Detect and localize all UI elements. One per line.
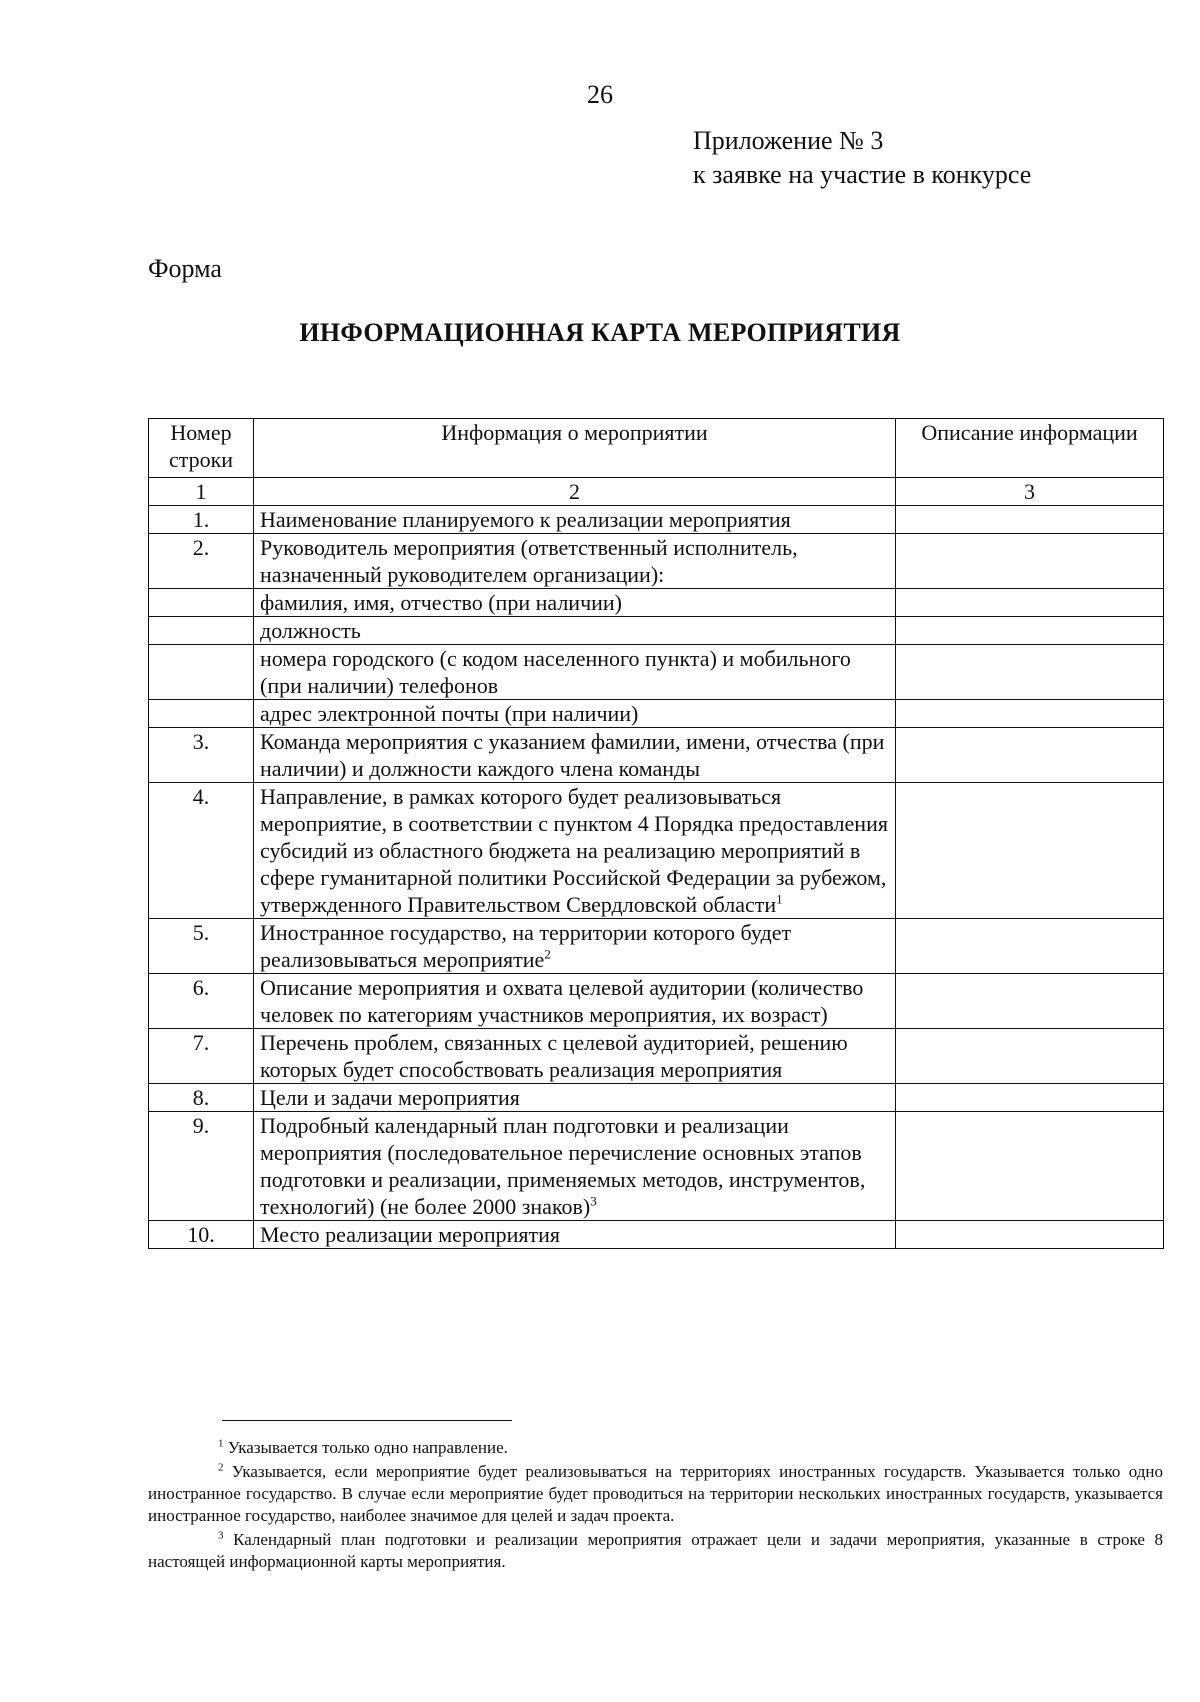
footnote-mark: 2 <box>218 1461 224 1474</box>
footnote-text: Указывается только одно направление. <box>227 1438 508 1457</box>
table-row <box>149 506 1164 534</box>
row-number: 1. <box>149 506 254 534</box>
row-info-text: Цели и задачи мероприятия <box>260 1085 520 1110</box>
row-number <box>149 645 254 700</box>
row-info <box>254 1029 896 1084</box>
row-description-cell[interactable] <box>896 783 1164 919</box>
row-number <box>149 617 254 645</box>
table-row <box>149 645 1164 700</box>
page-number: 26 <box>587 80 613 109</box>
document-title: ИНФОРМАЦИОННАЯ КАРТА МЕРОПРИЯТИЯ <box>299 318 901 347</box>
row-description-cell[interactable] <box>896 617 1164 645</box>
row-number: 7. <box>149 1029 254 1084</box>
appendix-caption <box>693 124 1031 192</box>
table-row <box>149 534 1164 589</box>
row-info-text: должность <box>260 618 361 643</box>
footnote <box>148 1437 1163 1459</box>
row-info-text: Руководитель мероприятия (ответственный исполнитель, назначенный руководителем организации): <box>260 535 798 587</box>
row-info <box>254 700 896 728</box>
row-info-text: Направление, в рамках которого будет реализовываться мероприятие, в соответствии с пунктом 4 Порядка предоставления субсидий из областного бюджета на реализацию мероприятий в сфере гуманитарной политики Российской Федерации за рубежом, утвержденного Правительством Свердловской области <box>260 784 888 917</box>
row-info <box>254 506 896 534</box>
row-info-text: Описание мероприятия и охвата целевой аудитории (количество человек по категориям участников мероприятия, их возраст) <box>260 975 864 1027</box>
footnote-ref: 1 <box>776 891 783 907</box>
table-row <box>149 974 1164 1029</box>
table-row <box>149 617 1164 645</box>
row-info <box>254 645 896 700</box>
row-description-cell[interactable] <box>896 919 1164 974</box>
row-info <box>254 1221 896 1249</box>
row-number <box>149 700 254 728</box>
row-number: 6. <box>149 974 254 1029</box>
row-info <box>254 1084 896 1112</box>
row-description-cell[interactable] <box>896 506 1164 534</box>
row-info <box>254 617 896 645</box>
row-info <box>254 728 896 783</box>
row-number <box>149 589 254 617</box>
information-card-table <box>148 418 1164 1249</box>
row-info-text: Иностранное государство, на территории которого будет реализовываться мероприятие <box>260 920 792 972</box>
row-info <box>254 919 896 974</box>
column-number-2: 2 <box>254 478 896 506</box>
row-info-text: адрес электронной почты (при наличии) <box>260 701 639 726</box>
column-number-3: 3 <box>896 478 1164 506</box>
header-event-info: Информация о мероприятии <box>254 419 896 478</box>
row-description-cell[interactable] <box>896 589 1164 617</box>
row-description-cell[interactable] <box>896 700 1164 728</box>
footnote-separator <box>222 1420 512 1421</box>
table-row <box>149 728 1164 783</box>
table-row <box>149 589 1164 617</box>
row-info <box>254 974 896 1029</box>
row-description-cell[interactable] <box>896 1029 1164 1084</box>
footnotes <box>148 1437 1163 1575</box>
table-row <box>149 919 1164 974</box>
row-number: 5. <box>149 919 254 974</box>
row-description-cell[interactable] <box>896 1112 1164 1221</box>
footnote-ref: 2 <box>544 946 551 962</box>
row-info-text: номера городского (с кодом населенного пункта) и мобильного (при наличии) телефонов <box>260 646 851 698</box>
table-row <box>149 1029 1164 1084</box>
row-description-cell[interactable] <box>896 1084 1164 1112</box>
footnote-ref: 3 <box>590 1193 597 1209</box>
footnote-text: Календарный план подготовки и реализации мероприятия отражает цели и задачи мероприятия, указанные в строке 8 настоящей информационной карты мероприятия. <box>148 1530 1163 1571</box>
row-number: 4. <box>149 783 254 919</box>
row-info <box>254 589 896 617</box>
table-body <box>149 478 1164 1249</box>
row-description-cell[interactable] <box>896 534 1164 589</box>
row-number: 8. <box>149 1084 254 1112</box>
row-number: 9. <box>149 1112 254 1221</box>
row-description-cell[interactable] <box>896 728 1164 783</box>
header-row-number: Номер строки <box>149 419 254 478</box>
form-label: Форма <box>148 254 222 283</box>
row-info-text: Команда мероприятия с указанием фамилии, имени, отчества (при наличии) и должности каждого члена команды <box>260 729 885 781</box>
table-row <box>149 1221 1164 1249</box>
table-row <box>149 1112 1164 1221</box>
footnote-mark: 3 <box>218 1529 224 1542</box>
row-info-text: фамилия, имя, отчество (при наличии) <box>260 590 623 615</box>
column-number-1: 1 <box>149 478 254 506</box>
footnote <box>148 1461 1163 1527</box>
row-description-cell[interactable] <box>896 1221 1164 1249</box>
row-info-text: Подробный календарный план подготовки и реализации мероприятия (последовательное перечисление основных этапов подготовки и реализации, применяемых методов, инструментов, технологий) (не более 2000 знаков) <box>260 1113 866 1219</box>
footnote <box>148 1529 1163 1573</box>
table-row <box>149 1084 1164 1112</box>
row-info-text: Наименование планируемого к реализации мероприятия <box>260 507 791 532</box>
appendix-line-2: к заявке на участие в конкурсе <box>693 160 1032 189</box>
footnote-mark: 1 <box>218 1437 224 1450</box>
appendix-line-1: Приложение № 3 <box>693 126 884 155</box>
table-row <box>149 700 1164 728</box>
row-info <box>254 783 896 919</box>
row-info <box>254 534 896 589</box>
footnote-text: Указывается, если мероприятие будет реализовываться на территориях иностранных государств. Указывается только одно иностранное государство. В случае если мероприятие будет проводиться на территории нескольких иностранных государств, указывается иностранное государство, наиболее значимое для целей и задач проекта. <box>148 1462 1163 1525</box>
row-number: 2. <box>149 534 254 589</box>
table-row <box>149 783 1164 919</box>
header-description: Описание информации <box>896 419 1164 478</box>
row-description-cell[interactable] <box>896 645 1164 700</box>
row-number: 3. <box>149 728 254 783</box>
row-number: 10. <box>149 1221 254 1249</box>
row-info <box>254 1112 896 1221</box>
row-info-text: Место реализации мероприятия <box>260 1222 561 1247</box>
row-description-cell[interactable] <box>896 974 1164 1029</box>
row-info-text: Перечень проблем, связанных с целевой аудиторией, решению которых будет способствовать реализация мероприятия <box>260 1030 848 1082</box>
